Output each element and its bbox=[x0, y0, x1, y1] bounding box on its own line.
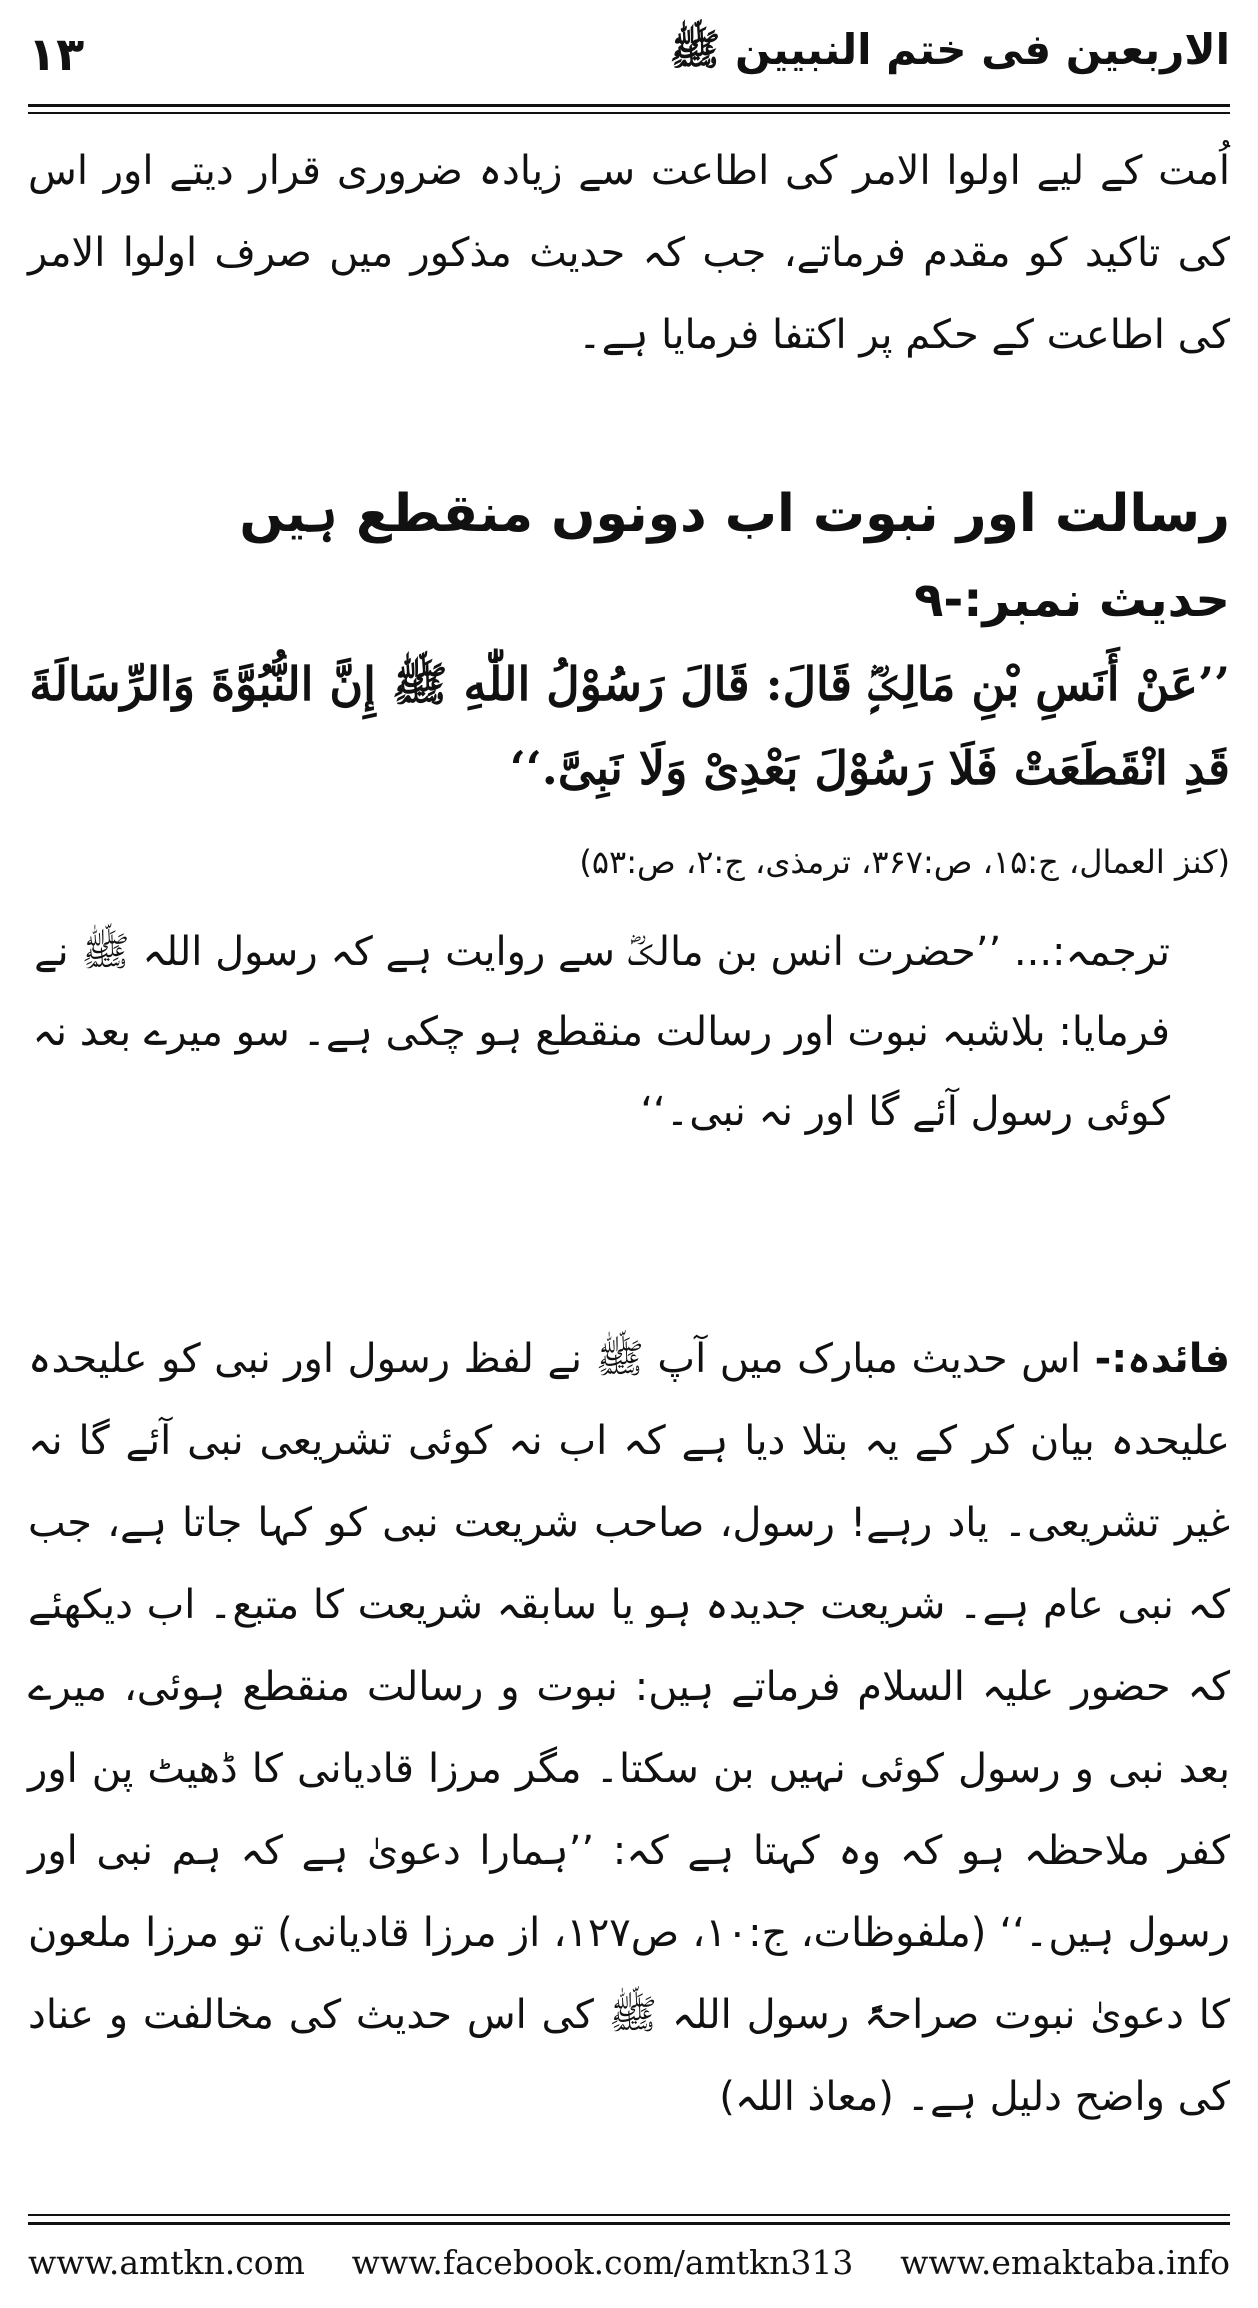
footer-link-emaktaba[interactable]: www.emaktaba.info bbox=[900, 2242, 1230, 2282]
footer-divider bbox=[28, 2222, 1230, 2225]
page-header bbox=[28, 14, 1230, 94]
footer-link-facebook[interactable]: www.facebook.com/amtkn313 bbox=[351, 2242, 854, 2282]
benefit-text: اس حدیث مبارک میں آپ ﷺ نے لفظ رسول اور نبی کو علیحدہ علیحدہ بیان کر کے یہ بتلا دیا ہے کہ اب نہ کوئی تشریعی نبی آئے گا نہ غیر تشریعی۔ یاد رہے! رسول، صاحب شریعت نبی کو کہا جاتا ہے، جب کہ نبی عام ہے۔ شریعت جدیدہ ہو یا سابقہ شریعت کا متبع۔ اب دیکھئے کہ حضور علیہ السلام فرماتے ہیں: نبوت و رسالت منقطع ہوئی، میرے بعد نبی و رسول کوئی نہیں بن سکتا۔ مگر مرزا قادیانی کا ڈھیٹ پن اور کفر ملاحظہ ہو کہ وہ کہتا ہے کہ: ’’ہمارا دعویٰ ہے کہ ہم نبی اور رسول ہیں۔‘‘ (ملفوظات، ج:۱۰، ص۱۲۷، از مرزا قادیانی) تو مرزا ملعون کا دعویٰ نبوت صراحۃً رسول اللہ ﷺ کی اس حدیث کی مخالفت و عناد کی واضح دلیل ہے۔ (معاذ اللہ) bbox=[28, 1336, 1230, 2120]
arabic-hadith-text: ’’عَنْ أَنَسِ بْنِ مَالِکٍؓ قَالَ: قَالَ رَسُوْلُ اللّٰهِ ﷺ إِنَّ النُّبُوَّةَ وَالرِّسَالَةَ قَدِ انْقَطَعَتْ فَلَا رَسُوْلَ بَعْدِیْ وَلَا نَبِیَّ.‘‘ bbox=[29, 657, 1230, 795]
hadith-number: حدیث نمبر:-۹ bbox=[914, 572, 1230, 628]
header-divider-secondary bbox=[28, 112, 1230, 114]
header-divider bbox=[28, 104, 1230, 107]
hadith-translation: ترجمہ:... ’’حضرت انس بن مالکؓ سے روایت ہے کہ رسول اللہ ﷺ نے فرمایا: بلاشبہ نبوت اور رسالت منقطع ہو چکی ہے۔ سو میرے بعد نہ کوئی رسول آئے گا اور نہ نبی۔‘‘ bbox=[32, 929, 1170, 1135]
intro-paragraph: اُمت کے لیے اولوا الامر کی اطاعت سے زیادہ ضروری قرار دیتے اور اس کی تاکید کو مقدم فرماتے، جب کہ حدیث مذکور میں صرف اولوا الامر کی اطاعت کے حکم پر اکتفا فرمایا ہے۔ bbox=[28, 148, 1230, 358]
hadith-reference: (کنز العمال، ج:۱۵، ص:۳۶۷، ترمذی، ج:۲، ص:۵۳) bbox=[579, 843, 1230, 881]
footer-link-amtkn[interactable]: www.amtkn.com bbox=[28, 2242, 305, 2282]
footer-divider-secondary bbox=[28, 2214, 1230, 2216]
book-title: الاربعین فی ختم النبیین ﷺ bbox=[669, 24, 1230, 74]
benefit-label: فائدہ:- bbox=[1094, 1336, 1231, 1382]
page-footer bbox=[28, 2232, 1230, 2292]
benefit-paragraph bbox=[28, 1318, 1230, 2138]
section-heading: رسالت اور نبوت اب دونوں منقطع ہیں bbox=[239, 484, 1230, 544]
page-number: ۱۳ bbox=[28, 27, 85, 81]
